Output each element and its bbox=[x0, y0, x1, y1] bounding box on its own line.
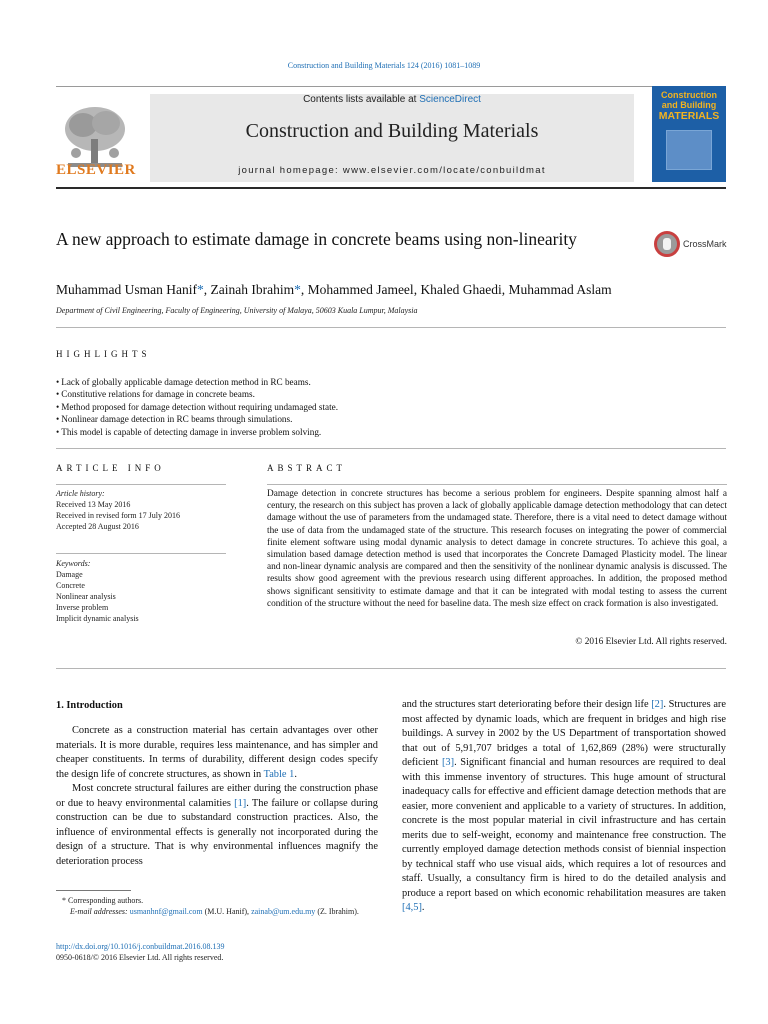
highlight-item: • Constitutive relations for damage in concrete beams. bbox=[56, 388, 726, 400]
intro-paragraph-3: and the structures start deteriorating before their design life [2]. Structures are most affected by dynamic loads, which are frequent in bridges and high rise buildings. A survey in 2002 by the US Department of transportation showed that out of 5,91,707 bridges a total of 1,62,869 (28%) were structurally deficient [3]. Significant financial and human resources are required to deal with this immense inventory of structures. This huge amount of structural inadequacy calls for effective and efficient damage detection methods that are easier, more convenient and applicable to a variety of structures. In addition, concrete is the most popular material in civil infrastructure and has certain merits due to self-weight, economy and maintenance free construction. The currently employed damage detection methods consist of biennial inspection by technical staff who use visual aids, which requires a lot of resources and staff. Usually, a consultancy firm is hired to do the detailed analysis and produce a report based on which economic rehabilitation measures are taken [4,5]. bbox=[402, 699, 727, 913]
author-name: Mohammed Jameel bbox=[307, 282, 414, 297]
issn-line: 0950-0618/© 2016 Elsevier Ltd. All rights reserved. bbox=[56, 953, 224, 962]
email-link-hanif[interactable]: usmanhnf@gmail.com bbox=[129, 907, 203, 916]
keyword-item: Nonlinear analysis bbox=[56, 592, 116, 601]
author-list: Muhammad Usman Hanif*, Zainah Ibrahim*, Mohammed Jameel, Khaled Ghaedi, Muhammad Aslam bbox=[56, 282, 612, 297]
section-heading: 1. Introduction bbox=[56, 700, 123, 711]
header-rule bbox=[56, 86, 726, 87]
bottom-info bbox=[56, 941, 386, 963]
table-1-link[interactable]: Table 1 bbox=[263, 768, 295, 780]
highlights-bottom-rule bbox=[56, 448, 726, 449]
highlight-item: • Nonlinear damage detection in RC beams through simulations. bbox=[56, 413, 726, 425]
highlights-list bbox=[56, 376, 726, 438]
abstract-rule bbox=[267, 484, 727, 485]
abstract-label: ABSTRACT bbox=[267, 463, 347, 473]
keyword-item: Implicit dynamic analysis bbox=[56, 614, 139, 623]
elsevier-wordmark: ELSEVIER bbox=[56, 162, 136, 178]
email-link-ibrahim[interactable]: zainab@um.edu.my bbox=[251, 907, 316, 916]
intro-paragraph-1: Concrete as a construction material has certain advantages over other materials. It is more durable, requires less maintenance, and has simpler and cheaper constituents. In terms of durability, different design codes specify the design life of concrete structures, as shown in Table 1. bbox=[56, 725, 378, 780]
ref-2-link[interactable]: [2] bbox=[651, 699, 664, 710]
keyword-item: Concrete bbox=[56, 581, 85, 590]
journal-homepage[interactable]: journal homepage: www.elsevier.com/locate/conbuildmat bbox=[238, 165, 546, 176]
doi-link[interactable]: http://dx.doi.org/10.1016/j.conbuildmat.2016.08.139 bbox=[56, 942, 225, 951]
intro-paragraph-2: Most concrete structural failures are either during the construction phase or due to heavy environmental calamities [1]. The failure or collapse during construction can be due to substandard construction practices. Also, the influence of environmental effects is generally not incorporated during the design of a structure. That is why environmental influences magnify the deterioration process bbox=[56, 783, 378, 867]
corresponding-mark[interactable]: * bbox=[196, 282, 204, 297]
abstract-text: Damage detection in concrete structures has become a serious problem for engineers. Despite spanning almost half a century, the research on this subject has proven a lack of globally applicable damage detection methodology that can detect damage without the use of parameters from the undamaged state. Therefore, there is a vital need to detect damage without the use of data from the undamaged state of the structure. This research focuses on integrating the power of commercial finite element software using modal dynamic analysis to detect damage in concrete structures. To achieve this goal, a simulation based damage detection method is used that incorporates the Concrete Damaged Plasticity model. The linear and non-linear dynamic analysis are compared and then the sensitivity of the nonlinear dynamic analysis is discussed. The results show good agreement with the previous research using different approaches. In addition, the proposed method shows significant sensitivity to estimate damage and that it can be integrated with modal testing to assess the current condition of the structure without the need for baseline data. The mesh size effect on crack formation is also investigated. bbox=[267, 489, 727, 609]
history-revised: Received in revised form 17 July 2016 bbox=[56, 511, 180, 520]
ref-1-link[interactable]: [1] bbox=[234, 797, 247, 809]
crossmark-label[interactable]: CrossMark bbox=[683, 239, 727, 249]
keywords-block bbox=[56, 558, 226, 624]
article-info-rule bbox=[56, 484, 226, 485]
abstract-bottom-rule bbox=[56, 668, 726, 669]
article-title: A new approach to estimate damage in concrete beams using non-linearity bbox=[56, 229, 577, 249]
history-accepted: Accepted 28 August 2016 bbox=[56, 522, 139, 531]
cover-title-line-2: and Building bbox=[661, 100, 717, 110]
footnote-emails: E-mail addresses: usmanhnf@gmail.com (M.U. Hanif), zainab@um.edu.my (Z. Ibrahim). bbox=[70, 907, 359, 916]
author-name: Zainah Ibrahim bbox=[210, 282, 295, 297]
keyword-item: Inverse problem bbox=[56, 603, 109, 612]
article-info-label: ARTICLE INFO bbox=[56, 463, 165, 473]
ref-4-5-link[interactable]: [4,5] bbox=[402, 902, 422, 913]
journal-cover bbox=[652, 86, 726, 182]
highlights-label: HIGHLIGHTS bbox=[56, 349, 151, 359]
highlight-item: • Lack of globally applicable damage detection method in RC beams. bbox=[56, 376, 726, 388]
keyword-item: Damage bbox=[56, 570, 83, 579]
intro-left-column bbox=[56, 724, 378, 869]
header-thick-rule bbox=[56, 187, 726, 189]
journal-name: Construction and Building Materials bbox=[245, 120, 539, 142]
journal-citation[interactable]: Construction and Building Materials 124 (2016) 1081–1089 bbox=[287, 61, 481, 70]
ref-3-link[interactable]: [3] bbox=[441, 757, 455, 768]
footnote-rule bbox=[56, 890, 131, 891]
footnote bbox=[56, 895, 386, 917]
author-name: Khaled Ghaedi bbox=[420, 282, 502, 297]
highlight-item: • Method proposed for damage detection without requiring undamaged state. bbox=[56, 401, 726, 413]
history-label: Article history: bbox=[56, 489, 105, 498]
crossmark-icon[interactable] bbox=[654, 231, 680, 257]
affiliation: Department of Civil Engineering, Faculty of Engineering, University of Malaya, 50603 Kuala Lumpur, Malaysia bbox=[56, 306, 418, 315]
highlight-item: • This model is capable of detecting damage in inverse problem solving. bbox=[56, 426, 726, 438]
author-name: Muhammad Usman Hanif bbox=[56, 282, 197, 297]
keywords-label: Keywords: bbox=[56, 559, 91, 568]
cover-image bbox=[666, 130, 712, 170]
cover-title-line-3: MATERIALS bbox=[658, 110, 720, 122]
author-name: Muhammad Aslam bbox=[508, 282, 612, 297]
history-received: Received 13 May 2016 bbox=[56, 500, 131, 509]
keywords-rule bbox=[56, 553, 226, 554]
journal-masthead bbox=[150, 94, 634, 182]
footnote-corresponding: * Corresponding authors. bbox=[62, 896, 144, 905]
abstract-copyright: © 2016 Elsevier Ltd. All rights reserved. bbox=[575, 637, 727, 647]
cover-title-line-1: Construction bbox=[661, 90, 717, 100]
contents-line: Contents lists available at ScienceDirect bbox=[303, 94, 481, 105]
article-history bbox=[56, 488, 226, 532]
corresponding-mark[interactable]: * bbox=[294, 282, 301, 297]
intro-right-column bbox=[402, 698, 726, 916]
sciencedirect-link[interactable]: ScienceDirect bbox=[419, 94, 481, 105]
crossmark-bookmark bbox=[663, 238, 671, 250]
highlights-top-rule bbox=[56, 327, 726, 328]
